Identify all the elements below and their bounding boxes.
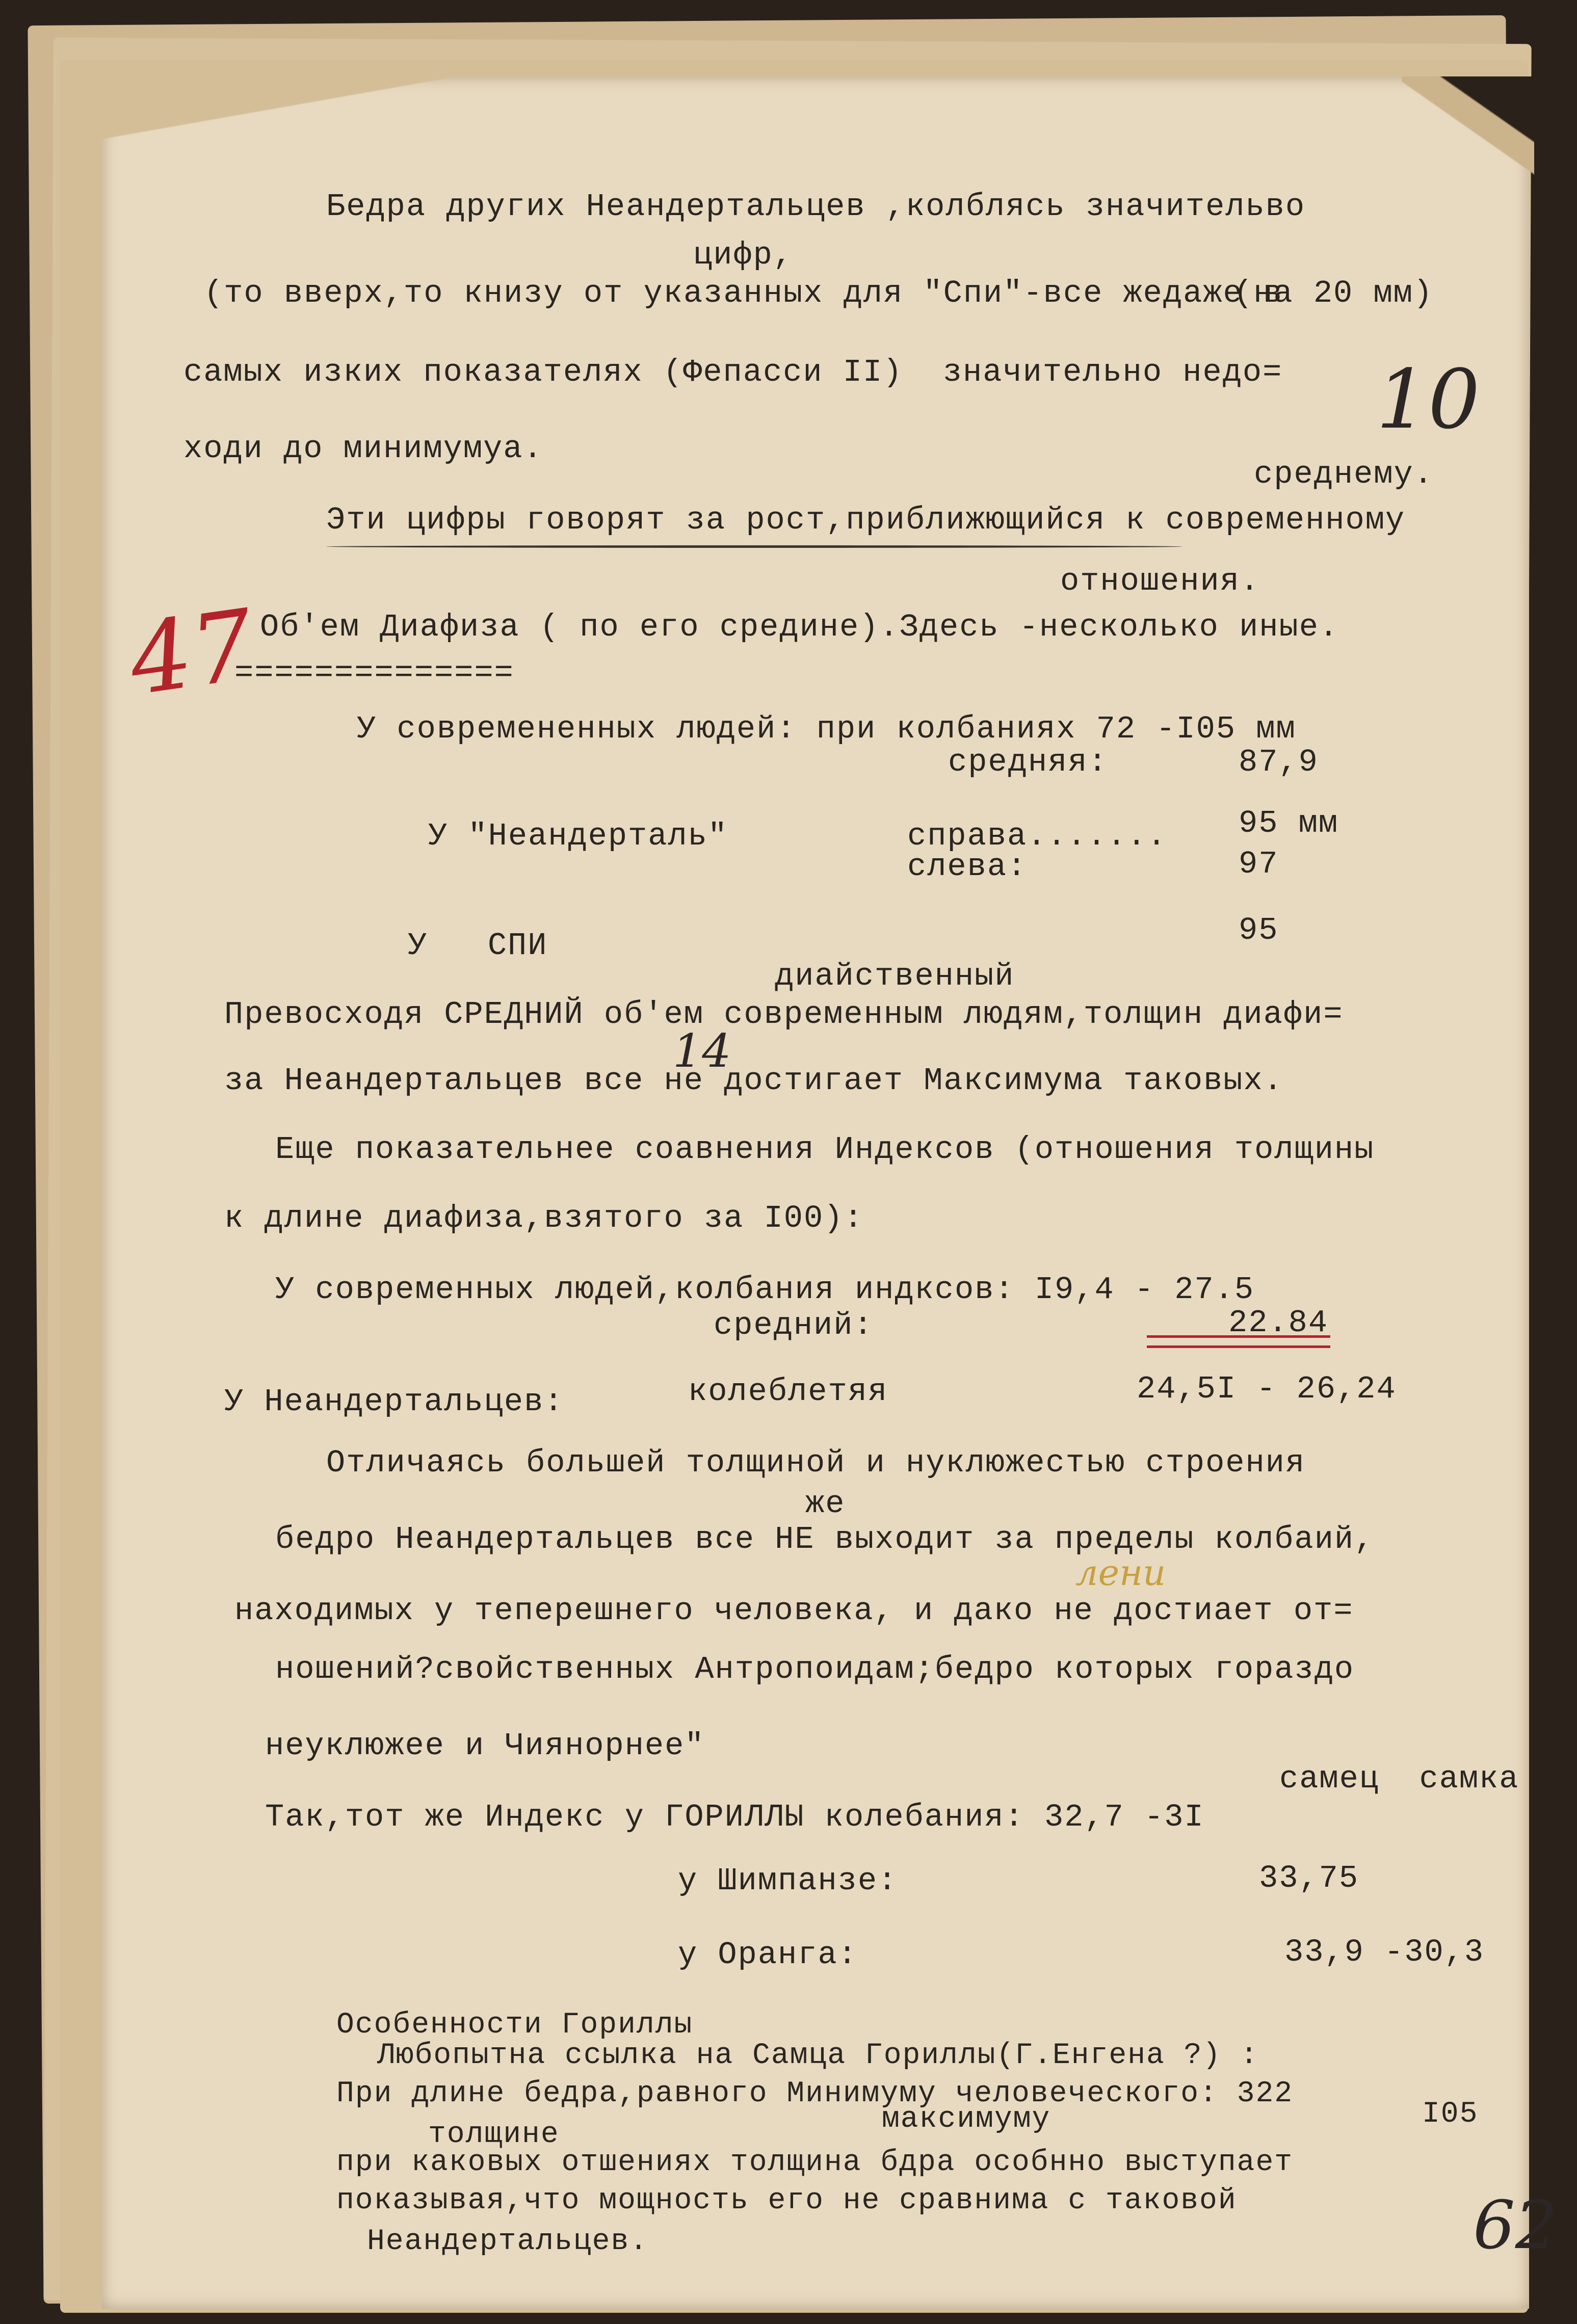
red-underline (1147, 1335, 1330, 1338)
text-line: к длине диафиза,взятого за I00): (224, 1200, 864, 1236)
handwritten-insert: 14 (673, 1024, 731, 1078)
text-line: 33,75 (1259, 1860, 1359, 1896)
text-line: средний: (714, 1307, 874, 1343)
text-line: среднему. (1254, 456, 1434, 492)
text-line: же (805, 1486, 846, 1522)
text-line: справа....... (907, 818, 1167, 854)
text-line: 87,9 (1239, 744, 1319, 780)
text-line: Бедра других Неандертальцев ,колблясь значительво (326, 189, 1306, 225)
text-line: У современенных людей: при колбаниях 72 -I05 мм (357, 711, 1296, 747)
handwritten-red-number: 47 (122, 588, 260, 717)
text-line: Об'ем Диафиза ( по его средине).Здесь -несколько иные. (260, 609, 1339, 645)
torn-corner-left (102, 76, 459, 168)
text-line: Так,тот же Индекс у ГОРИЛЛЫ колебания: 32,7 -3I (265, 1799, 1204, 1835)
handwritten-number: 10 (1376, 352, 1480, 447)
text-line: самых изких показателях (Фепасси II) значительно недо= (183, 354, 1283, 390)
text-line: Неандертальцев. (367, 2225, 649, 2258)
text-line: средняя: (948, 744, 1108, 780)
text-line: 95 мм (1239, 805, 1339, 841)
text-line: При длине бедра,равного Минимуму человеческого: 322 (336, 2077, 1294, 2110)
text-line: бедро Неандертальцев все НЕ выходит за пределы колбаий, (275, 1521, 1375, 1557)
text-line: 24,5I - 26,24 (1137, 1371, 1397, 1407)
text-line: 22.84 (1228, 1305, 1329, 1341)
text-line: У СПИ (408, 928, 548, 964)
red-underline (1147, 1345, 1330, 1348)
text-line: Особенности Гориллы (336, 2009, 693, 2042)
handwritten-yellow-insert: лени (1075, 1552, 1166, 1594)
text-line: слева: (907, 849, 1028, 885)
text-line: самец самка (1279, 1761, 1519, 1797)
text-line: находимых у теперешнего человека, и дако не достиает от= (234, 1593, 1354, 1629)
text-line: У Неандертальцев: (224, 1384, 564, 1420)
text-line: максимуму (882, 2103, 1051, 2136)
text-line: диайственный (775, 958, 1015, 994)
typewritten-page (102, 76, 1529, 2309)
folded-corner-right (1402, 76, 1534, 199)
text-line: у Шимпанзе: (678, 1863, 898, 1899)
text-line: ходи до минимумуа. (183, 431, 543, 467)
text-line: Эти цифры говорят за рост,приближющийся к современному (326, 502, 1406, 538)
text-line: 33,9 -30,3 (1284, 1934, 1485, 1970)
text-line: 97 (1239, 846, 1279, 882)
text-line: У современных людей,колбания индксов: I9,4 - 27.5 (275, 1272, 1255, 1308)
text-line: Отличаясь большей толщиной и нуклюжестью строения (326, 1445, 1306, 1481)
text-line: Любопытна ссылка на Самца Гориллы(Г.Енгена ?) : (377, 2039, 1259, 2072)
text-line: (на 20 мм) (1233, 275, 1434, 311)
text-line: I05 (1422, 2098, 1479, 2131)
text-line: (то вверх,то книзу от указанных для "Спи"-все жедаже в (204, 275, 1283, 311)
text-line: 95 (1239, 912, 1279, 948)
text-line: неуклюжее и Чиянорнее" (265, 1728, 705, 1764)
text-line: Еще показательнее соавнения Индексов (отношения толщины (275, 1131, 1375, 1168)
text-line: за Неандертальцев все не достигает Максимума таковых. (224, 1063, 1283, 1099)
underline (326, 545, 1182, 548)
text-line: толщине (428, 2118, 560, 2151)
text-line: цифр, (693, 237, 794, 273)
text-line: у Оранга: (678, 1937, 858, 1973)
text-line: Превосходя СРЕДНИЙ об'ем современным людям,толщин диафи= (224, 996, 1344, 1033)
handwritten-page-number: 62 (1473, 2186, 1558, 2264)
text-line: ношений?свойственных Антропоидам;бедро которых гораздо (275, 1651, 1355, 1687)
text-line: отношения. (1060, 563, 1260, 599)
text-line: У "Неандерталь" (428, 818, 728, 854)
text-line: колеблетяя (688, 1374, 888, 1410)
text-line: ============== (234, 655, 514, 691)
text-line: при каковых отшениях толщина бдра особнно выступает (336, 2146, 1294, 2179)
text-line: показывая,что мощность его не сравнима с таковой (336, 2184, 1237, 2217)
